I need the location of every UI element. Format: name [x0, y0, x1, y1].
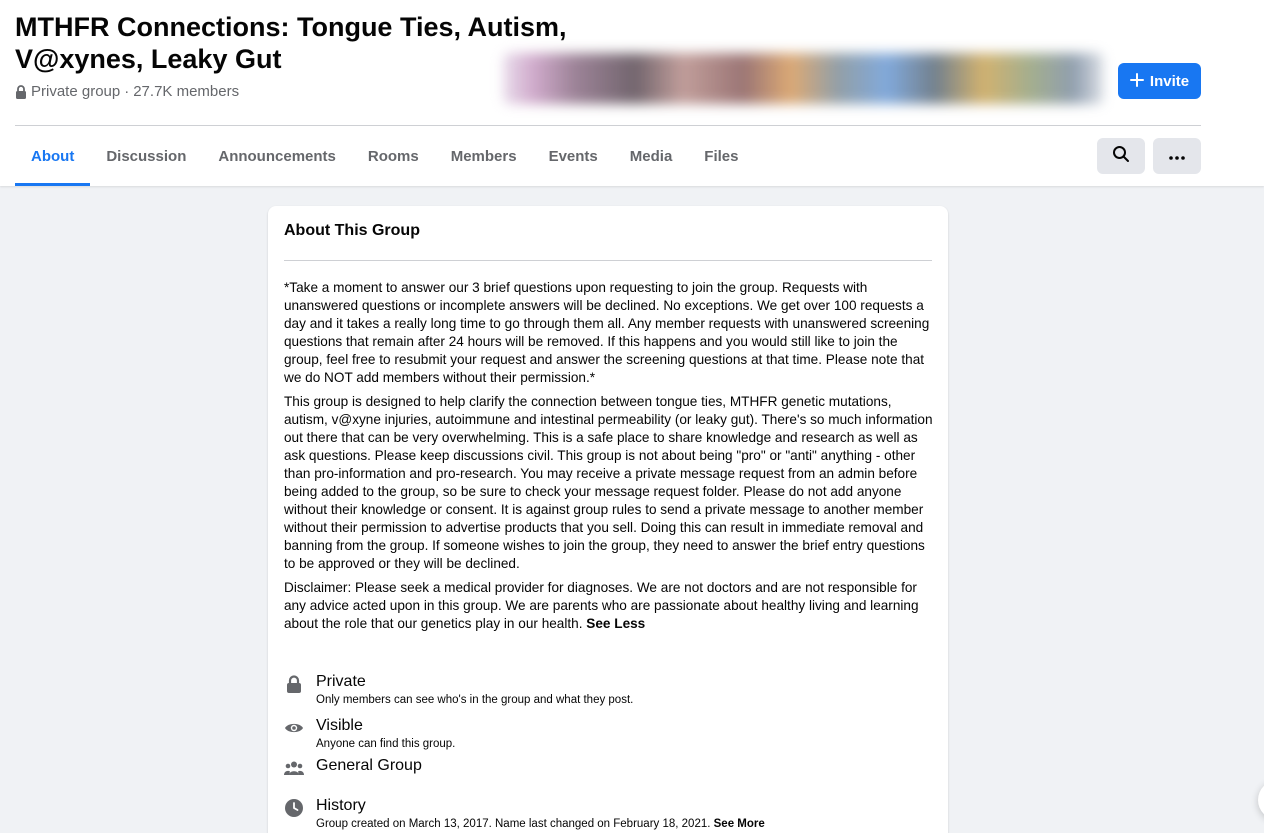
lock-icon — [284, 674, 304, 694]
plus-icon — [1130, 71, 1144, 91]
meta-separator: · — [124, 83, 130, 100]
info-private — [284, 672, 633, 708]
group-tabs — [15, 126, 754, 186]
see-more-link[interactable]: See More — [713, 818, 765, 830]
info-history-title: History — [316, 797, 366, 814]
description-text: This group is designed to help clarify the connection between tongue ties, MTHFR genetic mutations, autism, v@xyne injuries, autoimmune and intestinal permeability (or leaky gut). There's so much information out there that can be very overwhelming. This is a safe place to share knowledge and research as well as ask questions. Please keep discussions civil. This group is not about being "pro" or "anti" anything - other than pro-information and pro-research. You may receive a private message request from an admin before being added to the group, so be sure to check your message request folder. Please do not add anyone without their knowledge or consent. It is against group rules to send a private message to another member without their permission to advertise products that you sell. Doing this can result in immediate removal and banning from the group. If someone wishes to join the group, they need to answer the brief entry questions to be approved or they will be declined. — [284, 394, 933, 571]
about-title: About This Group — [284, 222, 420, 239]
info-history-sub: Group created on March 13, 2017. Name last changed on February 18, 2021. — [316, 818, 711, 830]
card-divider — [284, 260, 932, 261]
info-visible — [284, 716, 455, 752]
invite-label: Invite — [1149, 72, 1190, 90]
info-visible-sub: Anyone can find this group. — [316, 738, 456, 750]
group-meta — [15, 82, 239, 102]
group-header — [0, 0, 1264, 186]
info-history-text — [316, 796, 765, 832]
info-visible-text — [316, 716, 455, 752]
info-private-sub: Only members can see who's in the group and what they post. — [316, 694, 634, 706]
search-icon — [1112, 145, 1130, 168]
description-text: Disclaimer: Please seek a medical provider for diagnoses. We are not doctors and are not responsible for any advice acted upon in this group. We are parents who are passionate about healthy living and learning about the role that our genetics play in our health. — [284, 580, 919, 631]
member-avatars-strip[interactable] — [503, 53, 1103, 104]
tab-announcements[interactable]: Announcements — [218, 147, 336, 165]
people-icon — [284, 758, 304, 778]
tab-media[interactable]: Media — [629, 147, 673, 165]
description-paragraph: *Take a moment to answer our 3 brief questions upon requesting to join the group. Requests with unanswered questions or incomplete answers will be declined. No exceptions. We get over 100 requests a day and it takes a really long time to go through them all. Any member requests with unanswered screening questions that remain after 24 hours will be removed. If this happens and you would still like to join the group, feel free to resubmit your request and answer the screening questions at that time. Please note that we do NOT add members without their permission.* — [284, 280, 930, 385]
group-privacy[interactable]: Private group — [31, 83, 121, 100]
see-less-link[interactable]: See Less — [586, 616, 646, 631]
more-icon — [1169, 147, 1185, 165]
group-members-count[interactable]: 27.7K members — [133, 83, 240, 100]
tab-members[interactable]: Members — [450, 147, 517, 165]
info-general — [284, 756, 422, 778]
description-paragraph — [284, 393, 934, 573]
group-description — [284, 279, 934, 639]
clock-icon — [284, 798, 304, 818]
info-visible-title: Visible — [316, 717, 363, 734]
info-history — [284, 796, 765, 832]
more-options-button[interactable] — [1153, 138, 1201, 174]
tab-about[interactable]: About — [15, 126, 90, 186]
info-private-text — [316, 672, 633, 708]
lock-icon — [15, 85, 27, 99]
tab-files[interactable]: Files — [704, 147, 739, 165]
tab-discussion[interactable]: Discussion — [106, 147, 187, 165]
search-button[interactable] — [1097, 138, 1145, 174]
description-paragraph — [284, 579, 934, 633]
tab-rooms[interactable]: Rooms — [367, 147, 419, 165]
info-general-title: General Group — [316, 757, 422, 774]
info-private-title: Private — [316, 673, 366, 690]
group-title: MTHFR Connections: Tongue Ties, Autism, V@xynes, Leaky Gut — [15, 12, 567, 74]
tab-events[interactable]: Events — [548, 147, 598, 165]
floating-chat-button[interactable] — [1258, 780, 1264, 820]
invite-button[interactable] — [1118, 63, 1201, 99]
info-history-sub-row — [316, 816, 765, 832]
eye-icon — [284, 718, 304, 738]
about-card — [268, 206, 948, 833]
